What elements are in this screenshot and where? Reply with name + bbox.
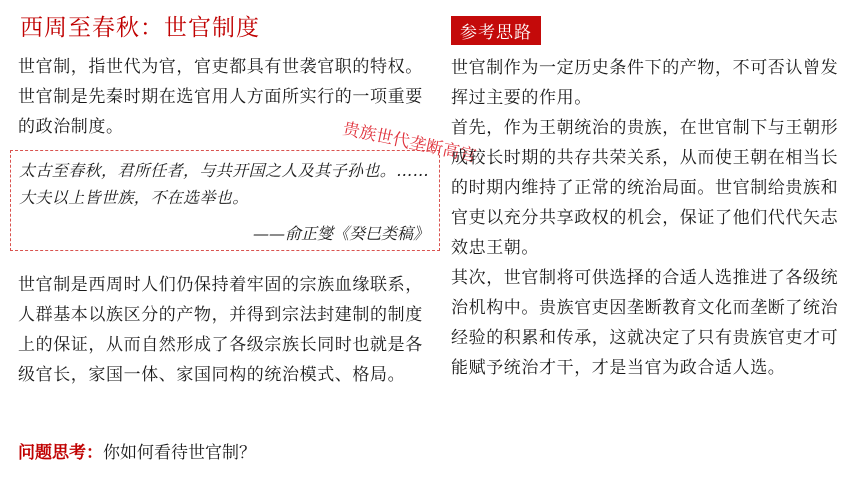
quote-text: 太古至春秋，君所任者，与共开国之人及其子孙也。……大夫以上皆世族，不在选举也。 — [19, 161, 430, 207]
answer-point-1: 首先，作为王朝统治的贵族，在世官制下与王朝形成较长时期的共存共荣关系，从而使王朝在相当长的时期内维持了正常的统治局面。世官制给贵族和官吏以充分共享政权的机会，保证了他们代代矢志效忠王朝。 — [451, 118, 839, 258]
quote-box — [10, 150, 440, 251]
answer-point-2: 其次，世官制将可供选择的合适人选推进了各级统治机构中。贵族官吏因垄断教育文化而垄断了统治经验的积累和传承，这就决定了只有贵族官吏才可能赋予统治才干，才是当官为政合适人选。 — [451, 268, 839, 378]
question-line — [18, 438, 256, 463]
handwritten-annotation: 贵族世代垄断高官 — [340, 118, 478, 167]
definition-paragraph: 世官制，指世代为官，官吏都具有世袭官职的特权。世官制是先秦时期在选官用人方面所实行的一项重要的政治制度。 — [18, 57, 423, 137]
page-title: 西周至春秋：世官制度 — [20, 15, 260, 41]
reference-answer — [451, 53, 847, 383]
reference-badge: 参考思路 — [451, 16, 541, 45]
answer-intro: 世官制作为一定历史条件下的产物，不可否认曾发挥过主要的作用。 — [451, 58, 839, 108]
explanation-paragraph: 世官制是西周时人们仍保持着牢固的宗族血缘联系，人群基本以族区分的产物，并得到宗法封建制的制度上的保证，从而自然形成了各级宗族长同时也就是各级官长，家国一体、家国同构的统治模式、格局。 — [18, 275, 423, 385]
question-text: 你如何看待世官制？ — [103, 443, 256, 463]
question-label: 问题思考： — [18, 443, 103, 463]
quote-source: ——俞正燮《癸巳类稿》 — [252, 224, 429, 243]
